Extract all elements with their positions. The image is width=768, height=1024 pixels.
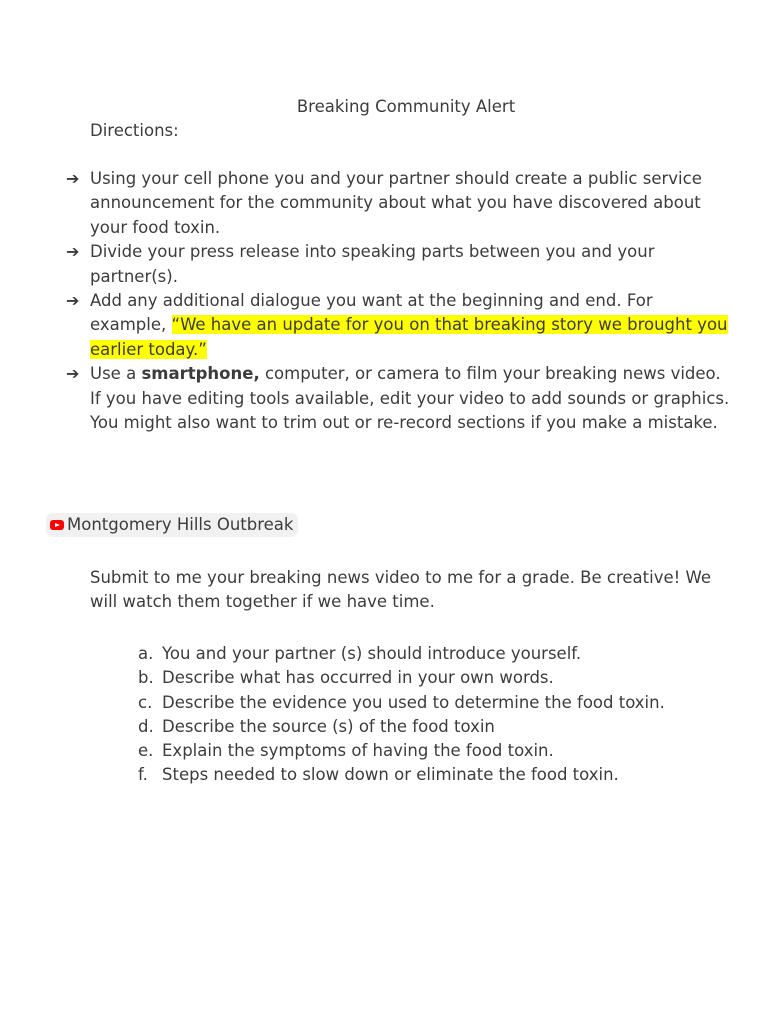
step-letter: d. <box>138 716 154 736</box>
step-letter: c. <box>138 692 153 712</box>
list-item <box>138 739 665 763</box>
step-letter: e. <box>138 741 154 761</box>
list-item <box>138 642 665 666</box>
video-link-label: Montgomery Hills Outbreak <box>67 515 294 534</box>
list-item <box>66 240 730 289</box>
youtube-icon <box>50 520 64 530</box>
bullet-text: Divide your press release into speaking parts between you and your partner(s). <box>90 242 655 286</box>
list-item <box>138 666 665 690</box>
bullet-text: Add any additional dialogue you want at the beginning and end. For example, <box>90 291 653 335</box>
arrow-icon: ➔ <box>66 291 80 311</box>
video-link-chip[interactable] <box>46 513 298 537</box>
directions-list <box>66 167 730 435</box>
page-title: Breaking Community Alert <box>296 97 516 116</box>
step-text: Steps needed to slow down or eliminate the food toxin. <box>162 765 619 785</box>
submit-instructions: Submit to me your breaking news video to me for a grade. Be creative! We will watch them together if we have time. <box>90 568 711 612</box>
list-item <box>66 362 730 435</box>
step-letter: f. <box>138 765 148 785</box>
editing-note: If you have editing tools available, edit your video to add sounds or graphics. You might also want to trim out or re-record sections if you make a mistake. <box>90 388 730 433</box>
steps-list <box>138 642 665 788</box>
bullet-text: Use a <box>90 364 142 384</box>
step-text: Describe the evidence you used to determine the food toxin. <box>162 692 665 712</box>
list-item <box>66 289 730 362</box>
arrow-icon: ➔ <box>66 364 80 384</box>
step-letter: b. <box>138 668 154 688</box>
directions-label: Directions: <box>90 121 179 140</box>
list-item <box>138 691 665 715</box>
arrow-icon: ➔ <box>66 169 80 188</box>
step-text: Describe what has occurred in your own words. <box>162 668 554 688</box>
highlighted-quote: “We have an update for you on that breaking story we brought you earlier today.” <box>90 315 728 359</box>
list-item <box>138 715 665 739</box>
list-item <box>138 763 665 787</box>
step-text: Explain the symptoms of having the food toxin. <box>162 741 554 761</box>
bold-text: smartphone, <box>141 364 260 384</box>
step-text: You and your partner (s) should introduce yourself. <box>162 644 582 663</box>
bullet-text: computer, or camera to film your breaking news video. <box>259 364 721 384</box>
bullet-text: Using your cell phone you and your partner should create a public service announcement for the community about what you have discovered about your food toxin. <box>90 169 702 237</box>
step-letter: a. <box>138 644 154 663</box>
step-text: Describe the source (s) of the food toxin <box>162 716 495 736</box>
list-item <box>66 167 730 240</box>
arrow-icon: ➔ <box>66 242 80 262</box>
